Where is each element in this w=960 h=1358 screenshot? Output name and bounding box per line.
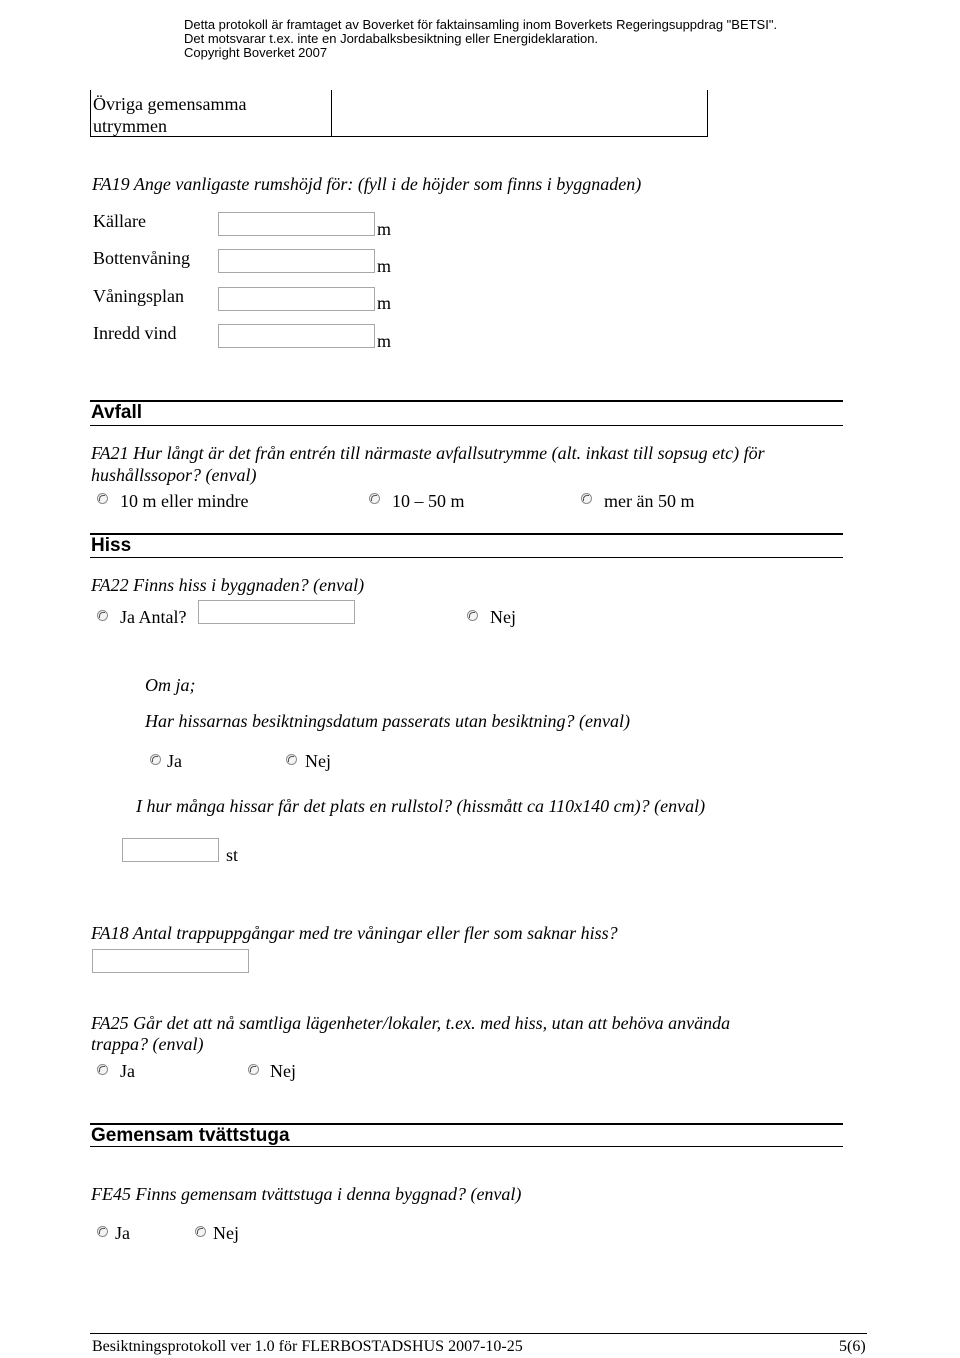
radio-button[interactable] (248, 1064, 259, 1075)
section-heading-tvattstuga: Gemensam tvättstuga (91, 1125, 290, 1146)
radio-button[interactable] (97, 493, 108, 504)
option-label: 10 – 50 m (392, 491, 465, 511)
section-rule (90, 533, 843, 535)
room-height-label: Bottenvåning (93, 248, 190, 268)
radio-button[interactable] (150, 754, 161, 765)
rullstol-input[interactable] (122, 838, 219, 862)
header-disclaimer: Detta protokoll är framtaget av Boverket för faktainsamling inom Boverkets Regeringsuppdrag "BETSI". (184, 17, 778, 32)
room-height-input-kallare[interactable] (218, 212, 375, 236)
fa21-question: FA21 Hur långt är det från entrén till närmaste avfallsutrymme (alt. inkast till sopsug etc) för (91, 443, 765, 463)
table-label-2: utrymmen (93, 116, 167, 136)
radio-button[interactable] (581, 493, 592, 504)
room-height-input-bottenvaning[interactable] (218, 249, 375, 273)
header-copyright: Copyright Boverket 2007 (184, 45, 328, 60)
radio-button[interactable] (97, 610, 108, 621)
option-label: Ja (167, 751, 182, 771)
section-rule (90, 1146, 843, 1147)
fa19-question: FA19 Ange vanligaste rumshöjd för: (fyll i de höjder som finns i byggnaden) (92, 174, 642, 194)
fa18-question: FA18 Antal trappuppgångar med tre våningar eller fler som saknar hiss? (91, 923, 618, 943)
table-label: Övriga gemensamma (93, 94, 247, 114)
room-height-label: Inredd vind (93, 323, 177, 343)
option-label: Ja (120, 1061, 135, 1081)
section-heading-avfall: Avfall (91, 402, 143, 423)
header-disclaimer-2: Det motsvarar t.ex. inte en Jordabalksbesiktning eller Energideklaration. (184, 31, 599, 46)
antal-input[interactable] (198, 600, 355, 624)
section-rule (90, 557, 843, 558)
option-label: mer än 50 m (604, 491, 695, 511)
radio-button[interactable] (467, 610, 478, 621)
room-height-input-vaningsplan[interactable] (218, 287, 375, 311)
option-label: 10 m eller mindre (120, 491, 249, 511)
radio-button[interactable] (195, 1226, 206, 1237)
room-height-input-inredd-vind[interactable] (218, 324, 375, 348)
radio-button[interactable] (369, 493, 380, 504)
om-ja-label: Om ja; (145, 675, 196, 695)
besiktning-question: Har hissarnas besiktningsdatum passerats utan besiktning? (enval) (145, 711, 630, 731)
option-label: Nej (270, 1061, 296, 1081)
page-number: 5(6) (839, 1338, 866, 1355)
rullstol-question: I hur många hissar får det plats en rullstol? (hissmått ca 110x140 cm)? (enval) (136, 796, 706, 816)
radio-button[interactable] (97, 1226, 108, 1237)
fa18-input[interactable] (92, 949, 249, 973)
unit-label: m (377, 219, 392, 239)
option-label: Ja (115, 1223, 130, 1243)
option-label: Nej (213, 1223, 239, 1243)
fa25-question-2: trappa? (enval) (91, 1034, 204, 1054)
unit-label: m (377, 293, 392, 313)
footer-title: Besiktningsprotokoll ver 1.0 för FLERBOSTADSHUS 2007-10-25 (92, 1338, 523, 1355)
option-label: Ja Antal? (120, 607, 187, 627)
section-heading-hiss: Hiss (91, 535, 132, 556)
radio-button[interactable] (286, 754, 297, 765)
section-rule (90, 425, 843, 426)
footer-rule (90, 1333, 867, 1334)
unit-label: m (377, 331, 392, 351)
fa25-question: FA25 Går det att nå samtliga lägenheter/lokaler, t.ex. med hiss, utan att behöva använda (91, 1013, 731, 1033)
fe45-question: FE45 Finns gemensam tvättstuga i denna byggnad? (enval) (91, 1184, 522, 1204)
fa21-question-2: hushållssopor? (enval) (91, 465, 257, 485)
section-rule (90, 400, 843, 402)
unit-label: m (377, 256, 392, 276)
radio-button[interactable] (97, 1064, 108, 1075)
fa22-question: FA22 Finns hiss i byggnaden? (enval) (91, 575, 365, 595)
option-label: Nej (490, 607, 516, 627)
room-height-label: Källare (93, 211, 146, 231)
option-label: Nej (305, 751, 331, 771)
unit-label: st (226, 845, 239, 865)
room-height-label: Våningsplan (93, 286, 184, 306)
